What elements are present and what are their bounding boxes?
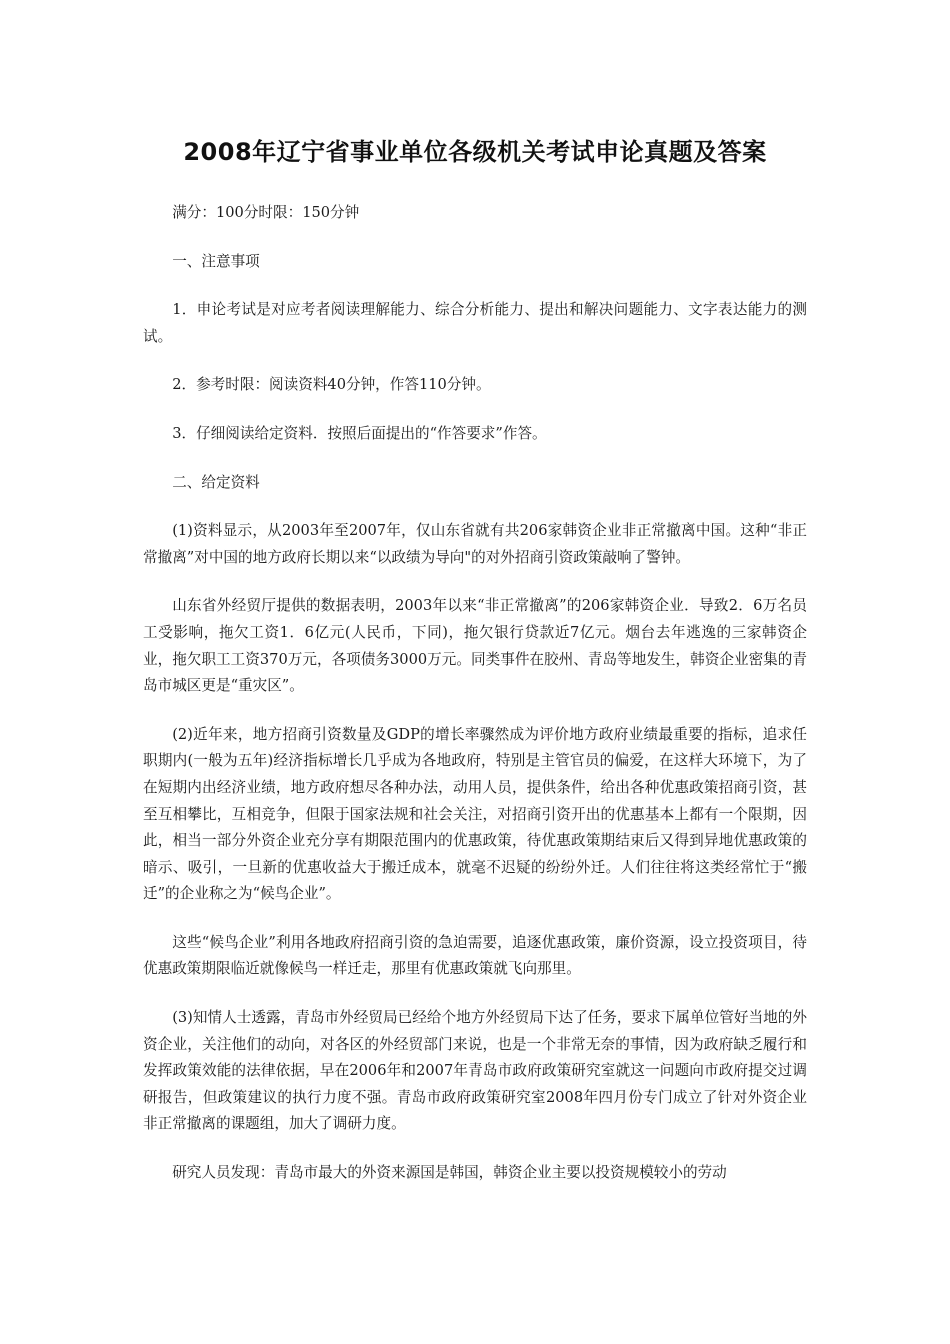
material-paragraph-4: 这些“候鸟企业”利用各地政府招商引资的急迫需要，追逐优惠政策，廉价资源，设立投资项目，待优惠政策期限临近就像候鸟一样迁走，那里有优惠政策就飞向那里。 — [143, 933, 807, 978]
score-time-line: 满分：100分时限：150分钟 — [172, 204, 360, 221]
note-item-1: 1．申论考试是对应考者阅读理解能力、综合分析能力、提出和解决问题能力、文字表达能力的测试。 — [143, 301, 807, 345]
material-paragraph-5: (3)知情人士透露，青岛市外经贸局已经给个地方外经贸局下达了任务，要求下属单位管好当地的外资企业，关注他们的动向，对各区的外经贸部门来说，也是一个非常无奈的事情，因为政府缺乏履行和发挥政策效能的法律依据，早在2006年和2007年青岛市政府政策研究室就这一问题向市政府提交过调研报告，但政策建议的执行力度不强。青岛市政府政策研究室2008年四月份专门成立了针对外资企业非正常撤离的课题组，加大了调研力度。 — [143, 1009, 807, 1133]
section-heading-notes: 一、注意事项 — [172, 252, 260, 270]
material-paragraph-1: (1)资料显示，从2003年至2007年，仅山东省就有共206家韩资企业非正常撤离中国。这种“非正常撤离”对中国的地方政府长期以来“以政绩为导向"的对外招商引资政策敲响了警钟。 — [143, 522, 807, 566]
note-item-2: 2．参考时限：阅读资料40分钟，作答110分钟。 — [172, 376, 491, 394]
material-paragraph-6: 研究人员发现：青岛市最大的外资来源国是韩国，韩资企业主要以投资规模较小的劳动 — [172, 1164, 727, 1182]
material-paragraph-2: 山东省外经贸厅提供的数据表明，2003年以来“非正常撤离”的206家韩资企业．导致2．6万名员工受影响，拖欠工资1．6亿元(人民币，下同)，拖欠银行贷款近7亿元。烟台去年逃逸的三家韩资企业，拖欠职工工资370万元，各项债务3000万元。同类事件在胶州、青岛等地发生，韩资企业密集的青岛市城区更是“重灾区”。 — [143, 597, 807, 695]
note-item-3: 3．仔细阅读给定资料．按照后面提出的“作答要求”作答。 — [172, 424, 547, 442]
material-paragraph-3: (2)近年来，地方招商引资数量及GDP的增长率骤然成为评价地方政府业绩最重要的指标，追求任职期内(一般为五年)经济指标增长几乎成为各地政府，特别是主管官员的偏爱，在这样大环境下，为了在短期内出经济业绩，地方政府想尽各种办法，动用人员，提供条件，给出各种优惠政策招商引资，甚至互相攀比，互相竞争，但限于国家法规和社会关注，对招商引资开出的优惠基本上都有一个限期，因此，相当一部分外资企业充分享有期限范围内的优惠政策，待优惠政策期结束后又得到异地优惠政策的暗示、吸引，一旦新的优惠收益大于搬迁成本，就毫不迟疑的纷纷外迁。人们往往将这类经常忙于“搬迁”的企业称之为“候鸟企业”。 — [143, 725, 807, 903]
document-body — [143, 200, 807, 1209]
document-title: 2008年辽宁省事业单位各级机关考试申论真题及答案 — [183, 138, 767, 166]
section-heading-materials: 二、给定资料 — [172, 473, 260, 491]
